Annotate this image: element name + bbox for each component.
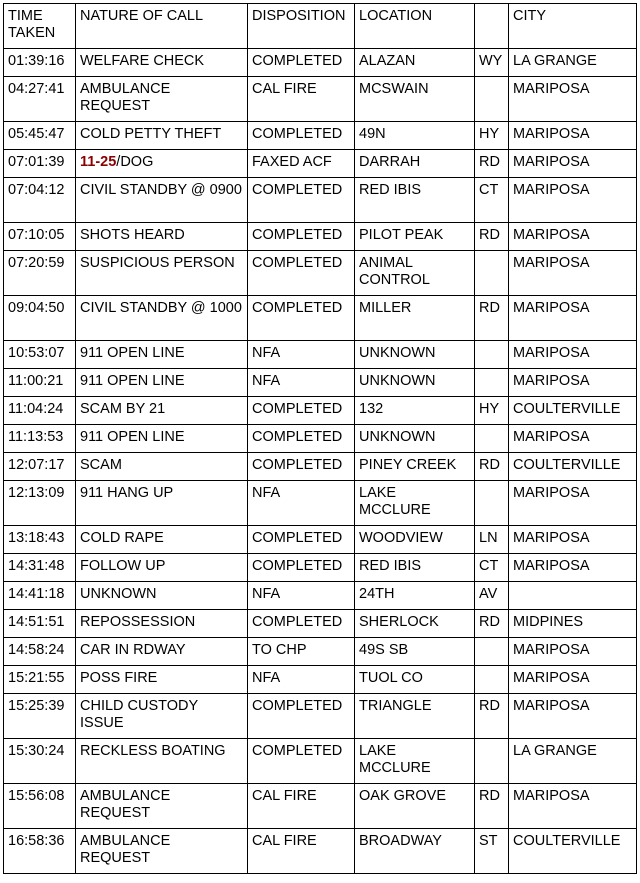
cell-time: 12:07:17	[4, 453, 76, 481]
cell-time: 04:27:41	[4, 77, 76, 122]
cell-city: MARIPOSA	[509, 425, 637, 453]
cell-disposition: COMPLETED	[248, 526, 355, 554]
cell-city: MARIPOSA	[509, 178, 637, 223]
cell-nature: AMBULANCE REQUEST	[76, 77, 248, 122]
table-row	[4, 223, 637, 251]
cell-nature	[76, 150, 248, 178]
cell-disposition: COMPLETED	[248, 296, 355, 341]
cell-nature: FOLLOW UP	[76, 554, 248, 582]
header-suffix	[475, 4, 509, 49]
cell-suffix	[475, 739, 509, 784]
cell-disposition: COMPLETED	[248, 397, 355, 425]
cell-nature: 911 OPEN LINE	[76, 369, 248, 397]
cell-time: 12:13:09	[4, 481, 76, 526]
cell-city: MARIPOSA	[509, 77, 637, 122]
cell-nature: REPOSSESSION	[76, 610, 248, 638]
cell-suffix: LN	[475, 526, 509, 554]
cell-nature: AMBULANCE REQUEST	[76, 829, 248, 874]
cell-location: UNKNOWN	[355, 341, 475, 369]
header-row	[4, 4, 637, 49]
call-nature-rest: /DOG	[116, 154, 154, 170]
header-time: TIME TAKEN	[4, 4, 76, 49]
cell-disposition: FAXED ACF	[248, 150, 355, 178]
table-row	[4, 369, 637, 397]
cell-location: UNKNOWN	[355, 369, 475, 397]
cell-city: MARIPOSA	[509, 694, 637, 739]
cell-city: MARIPOSA	[509, 369, 637, 397]
cell-time: 15:30:24	[4, 739, 76, 784]
cell-time: 15:21:55	[4, 666, 76, 694]
cell-disposition: NFA	[248, 481, 355, 526]
cell-time: 01:39:16	[4, 49, 76, 77]
cell-location: TRIANGLE	[355, 694, 475, 739]
cell-city: MARIPOSA	[509, 481, 637, 526]
cell-disposition: COMPLETED	[248, 453, 355, 481]
cell-suffix	[475, 369, 509, 397]
cell-disposition: CAL FIRE	[248, 77, 355, 122]
cell-suffix	[475, 425, 509, 453]
cell-nature: COLD PETTY THEFT	[76, 122, 248, 150]
table-row	[4, 610, 637, 638]
cell-city: COULTERVILLE	[509, 453, 637, 481]
cell-nature: UNKNOWN	[76, 582, 248, 610]
cell-nature: WELFARE CHECK	[76, 49, 248, 77]
cell-disposition: COMPLETED	[248, 610, 355, 638]
cell-city: COULTERVILLE	[509, 397, 637, 425]
table-row	[4, 694, 637, 739]
call-code: 11-25	[80, 154, 117, 170]
cell-location: 49N	[355, 122, 475, 150]
cell-disposition: COMPLETED	[248, 122, 355, 150]
cell-nature: COLD RAPE	[76, 526, 248, 554]
header-city: CITY	[509, 4, 637, 49]
call-log-table	[3, 3, 637, 874]
cell-nature: SUSPICIOUS PERSON	[76, 251, 248, 296]
cell-suffix: RD	[475, 296, 509, 341]
cell-time: 07:01:39	[4, 150, 76, 178]
cell-city: MARIPOSA	[509, 341, 637, 369]
cell-nature: CIVIL STANDBY @ 1000	[76, 296, 248, 341]
cell-time: 07:04:12	[4, 178, 76, 223]
cell-nature: AMBULANCE REQUEST	[76, 784, 248, 829]
cell-location: 49S SB	[355, 638, 475, 666]
cell-nature: SCAM BY 21	[76, 397, 248, 425]
cell-nature: CAR IN RDWAY	[76, 638, 248, 666]
cell-city: MIDPINES	[509, 610, 637, 638]
cell-location: WOODVIEW	[355, 526, 475, 554]
cell-location: UNKNOWN	[355, 425, 475, 453]
cell-time: 14:58:24	[4, 638, 76, 666]
table-row	[4, 638, 637, 666]
cell-suffix: CT	[475, 554, 509, 582]
cell-suffix	[475, 481, 509, 526]
cell-city: MARIPOSA	[509, 251, 637, 296]
cell-city: MARIPOSA	[509, 223, 637, 251]
table-row	[4, 739, 637, 784]
cell-time: 14:31:48	[4, 554, 76, 582]
header-location: LOCATION	[355, 4, 475, 49]
cell-suffix: RD	[475, 223, 509, 251]
cell-location: MCSWAIN	[355, 77, 475, 122]
cell-location: LAKE MCCLURE	[355, 739, 475, 784]
cell-suffix: RD	[475, 150, 509, 178]
cell-suffix: CT	[475, 178, 509, 223]
cell-suffix: ST	[475, 829, 509, 874]
table-row	[4, 178, 637, 223]
cell-city: MARIPOSA	[509, 666, 637, 694]
cell-location: RED IBIS	[355, 554, 475, 582]
cell-time: 13:18:43	[4, 526, 76, 554]
header-nature: NATURE OF CALL	[76, 4, 248, 49]
cell-nature: CHILD CUSTODY ISSUE	[76, 694, 248, 739]
cell-disposition: NFA	[248, 582, 355, 610]
cell-time: 11:00:21	[4, 369, 76, 397]
cell-nature: POSS FIRE	[76, 666, 248, 694]
cell-nature: RECKLESS BOATING	[76, 739, 248, 784]
cell-disposition: COMPLETED	[248, 554, 355, 582]
table-row	[4, 296, 637, 341]
cell-nature: 911 HANG UP	[76, 481, 248, 526]
cell-city: LA GRANGE	[509, 49, 637, 77]
cell-location: DARRAH	[355, 150, 475, 178]
cell-disposition: NFA	[248, 369, 355, 397]
table-row	[4, 341, 637, 369]
cell-suffix	[475, 251, 509, 296]
table-row	[4, 582, 637, 610]
cell-disposition: NFA	[248, 666, 355, 694]
table-row	[4, 251, 637, 296]
cell-city: LA GRANGE	[509, 739, 637, 784]
cell-location: BROADWAY	[355, 829, 475, 874]
cell-nature: SCAM	[76, 453, 248, 481]
cell-suffix: WY	[475, 49, 509, 77]
cell-city: MARIPOSA	[509, 526, 637, 554]
cell-nature: 911 OPEN LINE	[76, 341, 248, 369]
cell-disposition: COMPLETED	[248, 739, 355, 784]
cell-suffix	[475, 341, 509, 369]
cell-suffix: HY	[475, 397, 509, 425]
table-row	[4, 150, 637, 178]
cell-disposition: COMPLETED	[248, 178, 355, 223]
cell-disposition: COMPLETED	[248, 223, 355, 251]
cell-location: 132	[355, 397, 475, 425]
table-row	[4, 481, 637, 526]
cell-city: MARIPOSA	[509, 554, 637, 582]
cell-city: MARIPOSA	[509, 150, 637, 178]
cell-city	[509, 582, 637, 610]
cell-city: MARIPOSA	[509, 122, 637, 150]
cell-location: PILOT PEAK	[355, 223, 475, 251]
table-row	[4, 49, 637, 77]
cell-location: MILLER	[355, 296, 475, 341]
cell-disposition: COMPLETED	[248, 694, 355, 739]
cell-suffix: AV	[475, 582, 509, 610]
table-row	[4, 77, 637, 122]
cell-location: RED IBIS	[355, 178, 475, 223]
cell-time: 11:04:24	[4, 397, 76, 425]
table-row	[4, 397, 637, 425]
cell-nature: SHOTS HEARD	[76, 223, 248, 251]
cell-time: 10:53:07	[4, 341, 76, 369]
cell-disposition: COMPLETED	[248, 425, 355, 453]
cell-city: MARIPOSA	[509, 784, 637, 829]
cell-time: 16:58:36	[4, 829, 76, 874]
cell-time: 14:51:51	[4, 610, 76, 638]
cell-time: 07:10:05	[4, 223, 76, 251]
cell-city: MARIPOSA	[509, 638, 637, 666]
cell-disposition: COMPLETED	[248, 49, 355, 77]
cell-suffix	[475, 666, 509, 694]
cell-nature: CIVIL STANDBY @ 0900	[76, 178, 248, 223]
cell-disposition: CAL FIRE	[248, 784, 355, 829]
cell-suffix: HY	[475, 122, 509, 150]
cell-location: LAKE MCCLURE	[355, 481, 475, 526]
table-row	[4, 666, 637, 694]
cell-time: 14:41:18	[4, 582, 76, 610]
cell-city: COULTERVILLE	[509, 829, 637, 874]
table-row	[4, 784, 637, 829]
table-row	[4, 453, 637, 481]
cell-nature: 911 OPEN LINE	[76, 425, 248, 453]
cell-suffix: RD	[475, 694, 509, 739]
cell-suffix: RD	[475, 610, 509, 638]
cell-time: 07:20:59	[4, 251, 76, 296]
cell-location: ALAZAN	[355, 49, 475, 77]
cell-time: 05:45:47	[4, 122, 76, 150]
cell-time: 15:56:08	[4, 784, 76, 829]
cell-time: 09:04:50	[4, 296, 76, 341]
table-row	[4, 122, 637, 150]
cell-suffix	[475, 77, 509, 122]
table-row	[4, 425, 637, 453]
cell-disposition: COMPLETED	[248, 251, 355, 296]
cell-disposition: CAL FIRE	[248, 829, 355, 874]
cell-disposition: TO CHP	[248, 638, 355, 666]
cell-location: SHERLOCK	[355, 610, 475, 638]
cell-location: ANIMAL CONTROL	[355, 251, 475, 296]
cell-suffix	[475, 638, 509, 666]
table-row	[4, 554, 637, 582]
header-disposition: DISPOSITION	[248, 4, 355, 49]
table-row	[4, 829, 637, 874]
cell-disposition: NFA	[248, 341, 355, 369]
cell-location: OAK GROVE	[355, 784, 475, 829]
cell-time: 11:13:53	[4, 425, 76, 453]
cell-location: 24TH	[355, 582, 475, 610]
cell-location: TUOL CO	[355, 666, 475, 694]
cell-time: 15:25:39	[4, 694, 76, 739]
cell-suffix: RD	[475, 784, 509, 829]
cell-city: MARIPOSA	[509, 296, 637, 341]
cell-suffix: RD	[475, 453, 509, 481]
table-row	[4, 526, 637, 554]
cell-location: PINEY CREEK	[355, 453, 475, 481]
